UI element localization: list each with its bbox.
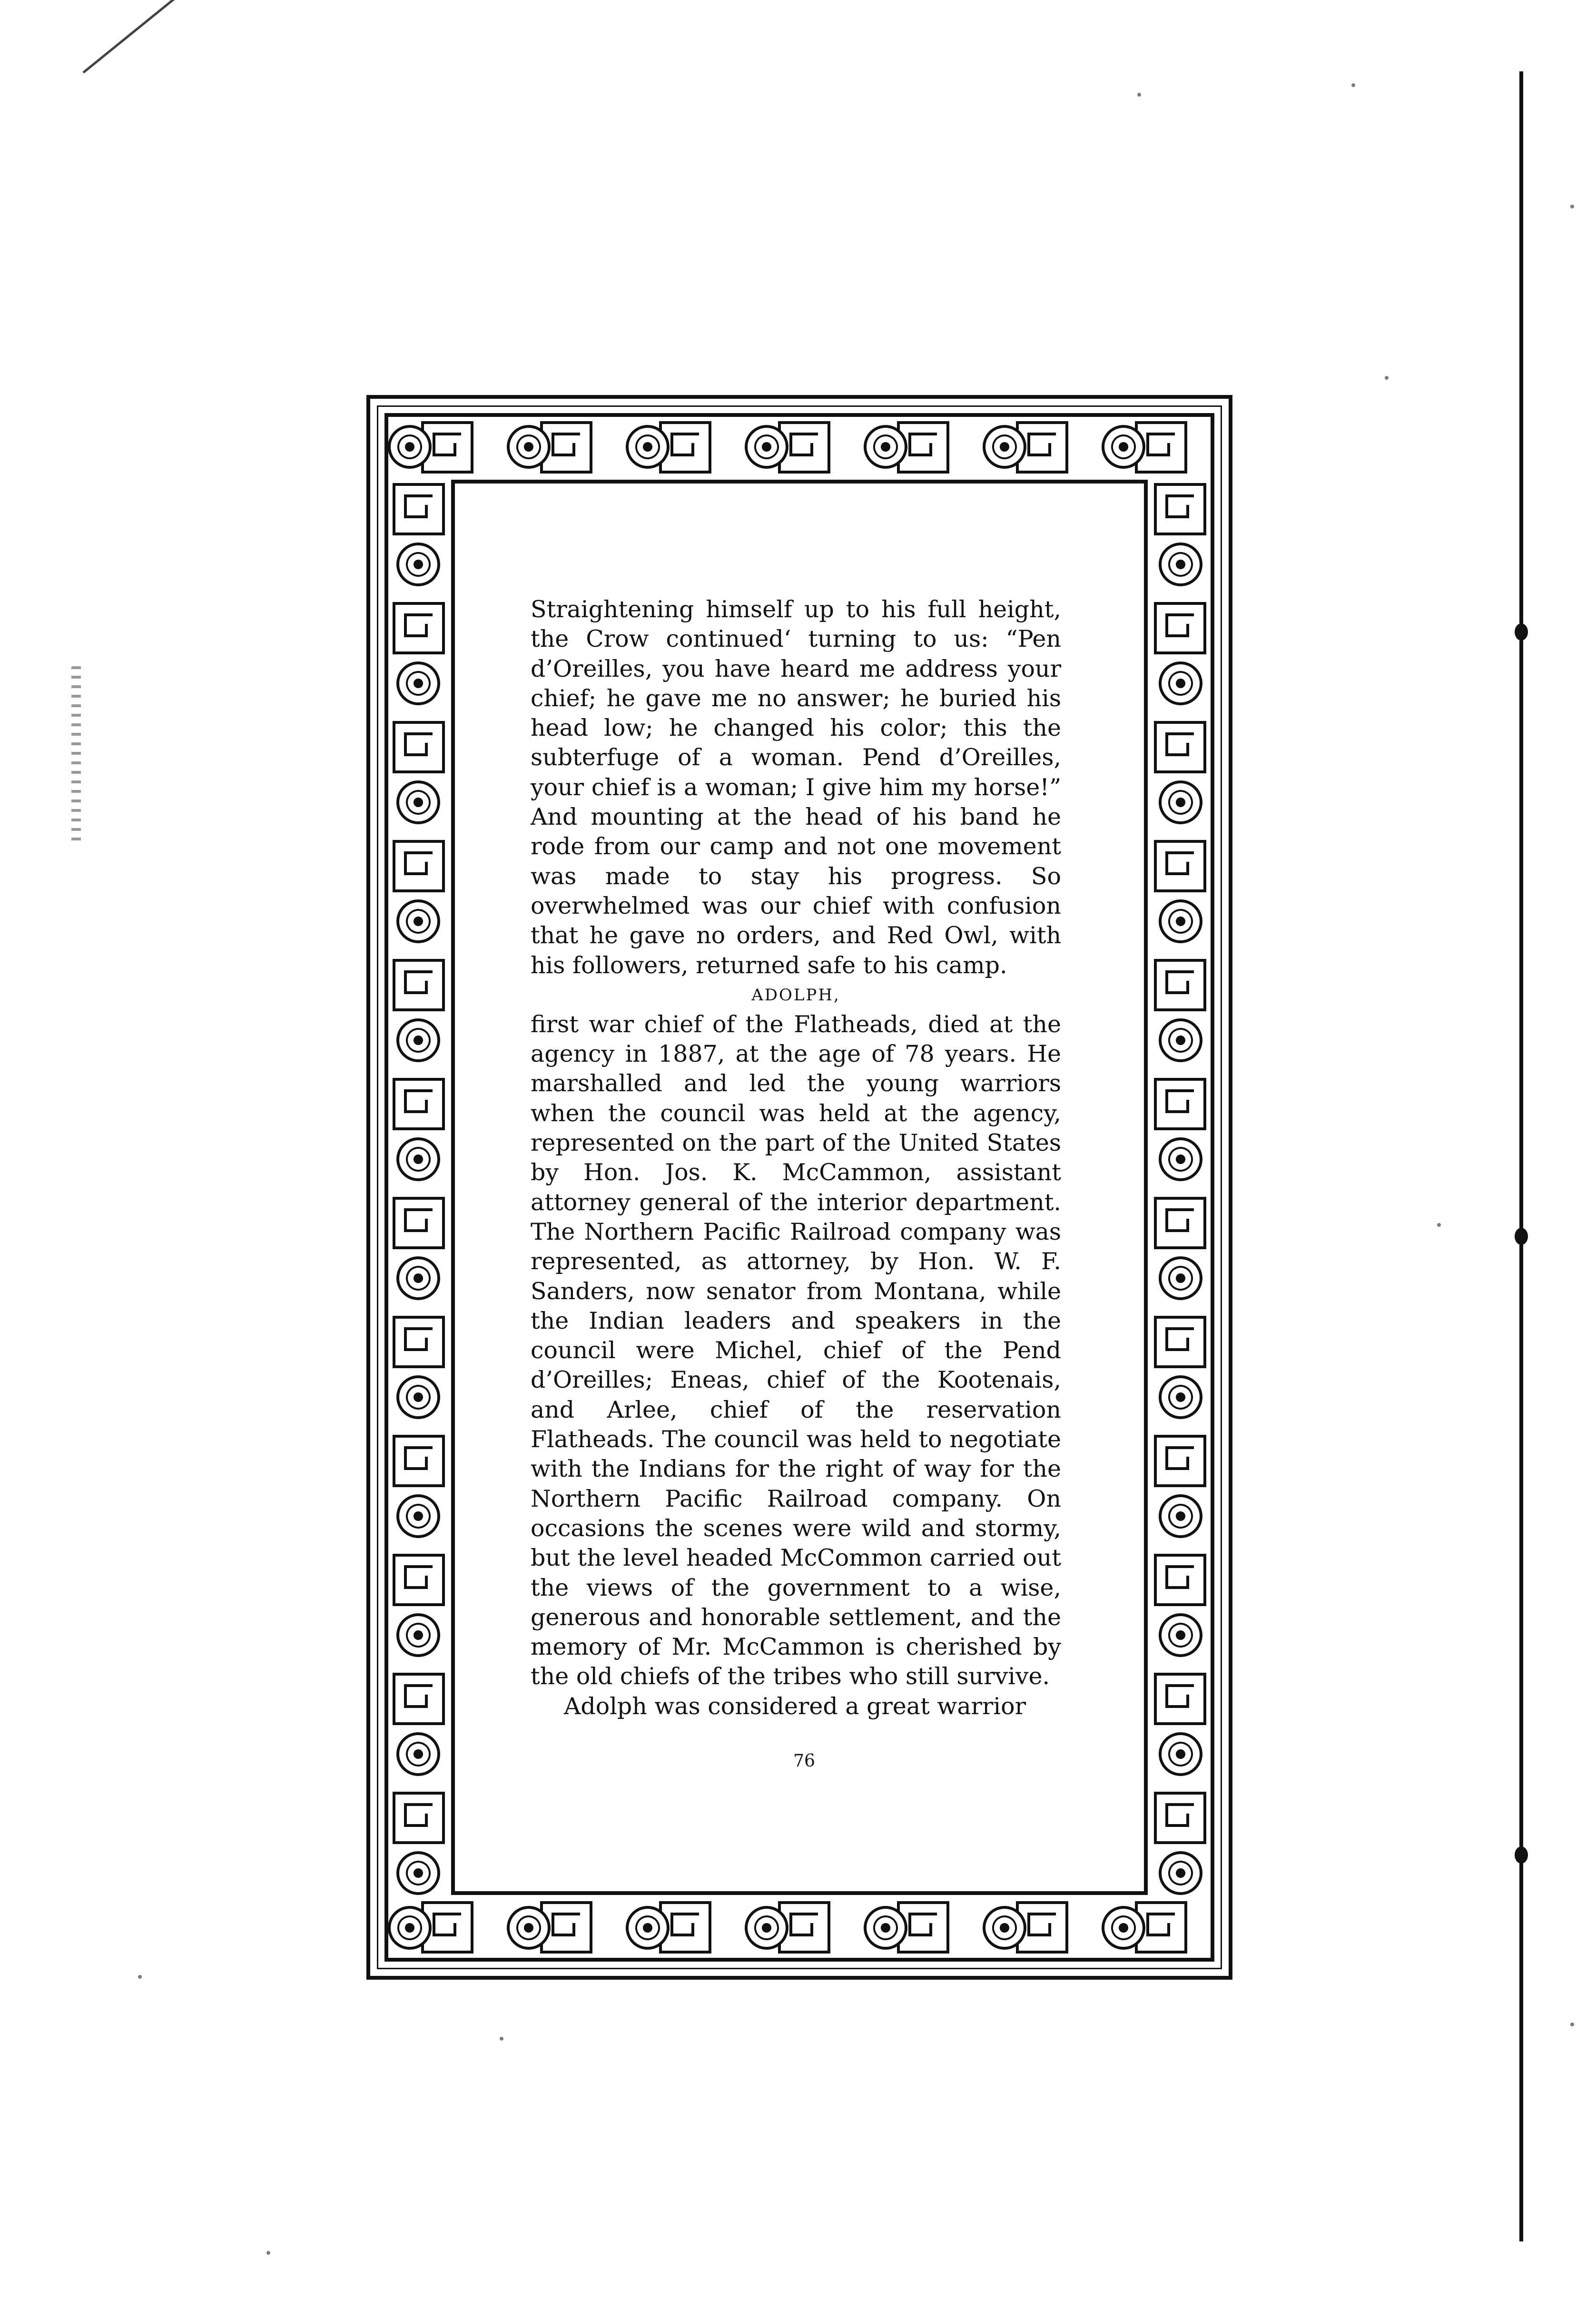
speck <box>1570 2023 1574 2026</box>
rosette-ornament <box>745 425 788 469</box>
page-text <box>531 595 1061 1721</box>
greek-key-ornament <box>393 959 445 1011</box>
rosette-ornament <box>1159 1732 1202 1776</box>
rosette-ornament <box>1159 1851 1202 1895</box>
speck <box>1137 93 1141 97</box>
rosette-ornament <box>1102 425 1145 469</box>
rosette-ornament <box>1159 1494 1202 1538</box>
scan-artifact-line <box>82 0 343 73</box>
greek-key-ornament <box>393 1673 445 1725</box>
greek-key-ornament <box>393 602 445 654</box>
rosette-ornament <box>388 1906 432 1950</box>
greek-key-ornament <box>1154 1554 1206 1606</box>
greek-key-ornament <box>1154 721 1206 773</box>
rosette-ornament <box>396 1494 440 1538</box>
rosette-ornament <box>1102 1906 1145 1950</box>
greek-key-ornament <box>1154 1078 1206 1130</box>
rosette-ornament <box>626 425 670 469</box>
rosette-ornament <box>396 543 440 586</box>
greek-key-ornament <box>393 483 445 535</box>
paragraph-crow-speech: Straightening himself up to his full height, the Crow continued‘ turning to us: “Pen d’Oreilles, you have heard me address your chief; he gave me no answer; he buried his head low; he changed his color; this the subterfuge of a woman. Pend d’Oreilles, your chief is a woman; I give him my horse!” And mounting at the head of his band he rode from our camp and not one movement was made to stay his progress. So overwhelmed was our chief with confusion that he gave no orders, and Red Owl, with his followers, returned safe to his camp. <box>531 596 1061 979</box>
rosette-ornament <box>1159 1137 1202 1181</box>
rosette-ornament <box>864 1906 907 1950</box>
rosette-ornament <box>1159 543 1202 586</box>
speck <box>500 2037 503 2041</box>
speck <box>1351 83 1355 87</box>
speck <box>1385 376 1389 380</box>
greek-key-ornament <box>1154 483 1206 535</box>
greek-key-ornament <box>393 721 445 773</box>
greek-key-ornament <box>393 1316 445 1368</box>
speck <box>1570 205 1574 208</box>
speck <box>266 2251 270 2255</box>
rosette-ornament <box>1159 899 1202 943</box>
rosette-ornament <box>1159 780 1202 824</box>
binding-dot <box>1515 1846 1528 1864</box>
rosette-ornament <box>507 425 551 469</box>
rosette-ornament <box>396 899 440 943</box>
paragraph-adolph-warrior: Adolph was considered a great warrior <box>564 1692 1026 1720</box>
rosette-ornament <box>1159 1613 1202 1657</box>
paragraph-adolph-intro: first war chief of the Flatheads, died at the agency in 1887, at the age of 78 years. He marshalled and led the young warriors when the council was held at the agency, represented on the part of the United States by Hon. Jos. K. McCammon, assistant attorney general of the interior department. The Northern Pacific Railroad company was represented, as attorney, by Hon. W. F. Sanders, now senator from Montana, while the Indian leaders and speakers in the council were Michel, chief of the Pend d’Oreilles; Eneas, chief of the Kootenais, and Arlee, chief of the reservation Flatheads. The council was held to negotiate with the Indians for the right of way for the Northern Pacific Railroad company. On occasions the scenes were wild and stormy, but the level headed McCommon carried out the views of the government to a wise, generous and honorable settlement, and the memory of Mr. McCammon is cherished by the old chiefs of the tribes who still survive. <box>531 1010 1061 1690</box>
greek-key-ornament <box>1154 602 1206 654</box>
rosette-ornament <box>396 780 440 824</box>
speck <box>1437 1223 1441 1227</box>
binding-dot <box>1515 623 1528 641</box>
greek-key-ornament <box>1154 840 1206 892</box>
greek-key-ornament <box>393 1078 445 1130</box>
greek-key-ornament <box>1154 1197 1206 1249</box>
rosette-ornament <box>1159 1256 1202 1300</box>
rosette-ornament <box>745 1906 788 1950</box>
greek-key-ornament <box>1154 959 1206 1011</box>
greek-key-ornament <box>393 1435 445 1487</box>
binding-rule <box>1519 71 1523 2241</box>
section-heading: ADOLPH, <box>751 985 840 1005</box>
rosette-ornament <box>396 1375 440 1419</box>
greek-key-ornament <box>393 840 445 892</box>
greek-key-ornament <box>1154 1316 1206 1368</box>
greek-key-ornament <box>1154 1435 1206 1487</box>
greek-key-ornament <box>393 1197 445 1249</box>
speck <box>138 1975 142 1979</box>
rosette-ornament <box>1159 661 1202 705</box>
rosette-ornament <box>396 1613 440 1657</box>
rosette-ornament <box>396 1137 440 1181</box>
rosette-ornament <box>388 425 432 469</box>
rosette-ornament <box>983 425 1026 469</box>
rosette-ornament <box>864 425 907 469</box>
rosette-ornament <box>396 1732 440 1776</box>
rosette-ornament <box>396 1851 440 1895</box>
rosette-ornament <box>396 1256 440 1300</box>
scan-artifact-noise <box>71 666 81 847</box>
page-number: 76 <box>793 1751 815 1771</box>
rosette-ornament <box>507 1906 551 1950</box>
greek-key-ornament <box>393 1554 445 1606</box>
rosette-ornament <box>983 1906 1026 1950</box>
rosette-ornament <box>1159 1375 1202 1419</box>
rosette-ornament <box>1159 1018 1202 1062</box>
greek-key-ornament <box>393 1792 445 1844</box>
greek-key-ornament <box>1154 1792 1206 1844</box>
rosette-ornament <box>626 1906 670 1950</box>
rosette-ornament <box>396 1018 440 1062</box>
rosette-ornament <box>396 661 440 705</box>
greek-key-ornament <box>1154 1673 1206 1725</box>
binding-dot <box>1515 1228 1528 1245</box>
